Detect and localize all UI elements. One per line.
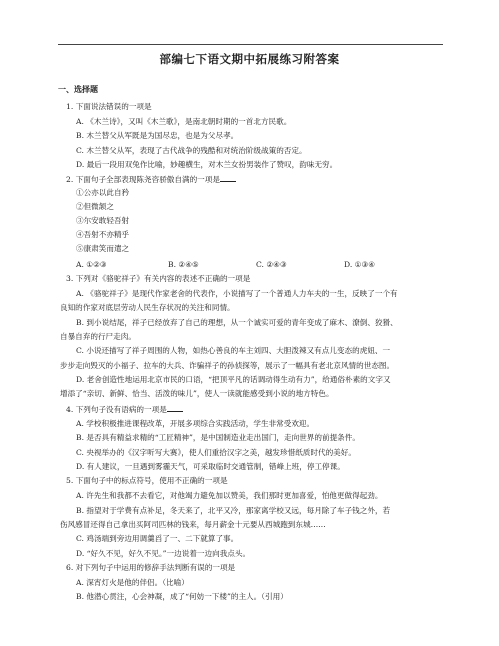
answer-blank bbox=[167, 403, 183, 412]
question-3-option-b-cont: 自暴自弃的行尸走肉。 bbox=[60, 332, 136, 341]
page-title: 部编七下语文期中拓展练习附答案 bbox=[159, 52, 340, 66]
question-4-line bbox=[66, 403, 183, 415]
question-1-stem: 1. 下面说法错误的一项是 bbox=[66, 102, 152, 111]
question-3-option-d: D. 老舍创造性地运用北京市民的口语，“把顶平凡的话调动得生动有力”，给通俗朴素的文字又 bbox=[76, 375, 391, 384]
question-3-stem: 3. 下列对《骆驼祥子》有关内容的表述不正确的一项是 bbox=[66, 274, 251, 283]
question-3-option-a: A. 《骆驼祥子》是现代作家老舍的代表作，小说描写了一个普通人力车夫的一生，反映了一个有 bbox=[76, 289, 398, 298]
question-1-option-c: C. 木兰替父从军，表现了古代战争的残酷和对统治阶级战策的否定。 bbox=[76, 146, 307, 155]
question-1-option-a: A. 《木兰诗》，又叫《木兰歌》，是南北朝时期的一首北方民歌。 bbox=[76, 117, 292, 126]
question-5-option-a: A. 许先生和我都不去看它，对他竭力避免加以赞美，我们那时更加喜爱，怕他更做得起劲。 bbox=[76, 491, 383, 500]
question-2-option-d: D. ①③④ bbox=[344, 260, 376, 269]
question-2-item: ①公亦以此自矜 bbox=[76, 188, 130, 197]
question-5-option-d: D. “好久不见，好久不见。”一边说着一边向我点头。 bbox=[76, 549, 251, 558]
question-5-option-b-cont: 伤风感冒还得自己拿出买阿司匹林的钱来，每月薪金十元要从西城跑到东城…… bbox=[60, 520, 326, 529]
answer-blank bbox=[220, 173, 236, 182]
question-6-option-b: B. 他潜心贯注，心会神凝，成了“何妨一下楼”的主人。（引用） bbox=[76, 592, 288, 601]
question-5-option-b: B. 指望对于学费有点补足，冬天来了，北平又冷，那家离学校又远，每月除了车子钱之外，若 bbox=[76, 506, 391, 515]
question-3-option-d-cont: 增添了“亲切、新鲜、恰当、活泼的味儿”，使人一读就能感受到小说的地方特色。 bbox=[60, 389, 334, 398]
question-3-option-c-cont: 步步走向毁灭的小福子、拉车的大兵、诈骗祥子的孙侦探等，展示了一幅具有老北京风情的世态图。 bbox=[60, 361, 395, 370]
question-4-option-d: D. 有人建议，一旦遇到雾霾天气，可采取临时交通管制，错峰上班，停工停课。 bbox=[76, 462, 345, 471]
question-2-item: ④吾射不亦精乎 bbox=[76, 230, 130, 239]
question-6-stem: 6. 对下列句子中运用的修辞手法判断有误的一项是 bbox=[66, 563, 236, 572]
question-1-option-b: B. 木兰替父从军既是为国尽忠，也是为父尽孝。 bbox=[76, 131, 239, 140]
question-2-option-c: C. ②④③ bbox=[256, 260, 287, 269]
question-2-stem: 2. 下面句子全部表现陈尧咨骄傲自满的一项是 bbox=[66, 175, 220, 184]
question-2-option-b: B. ②④⑤ bbox=[168, 260, 199, 269]
question-3-option-a-cont: 良知的作家对底层劳动人民生存状况的关注和同情。 bbox=[60, 303, 235, 312]
section-heading: 一、选择题 bbox=[58, 85, 98, 94]
question-6-option-a: A. 深宵灯火是他的伴侣。（比喻） bbox=[76, 578, 189, 587]
question-2-item: ⑤康肃笑而遣之 bbox=[76, 244, 130, 253]
question-3-option-c: C. 小说还描写了祥子周围的人物，如热心善良的车主刘四、大胆泼辣又有点儿变态的虎妞、一 bbox=[76, 346, 391, 355]
question-2-option-a: A. ①②③ bbox=[76, 260, 107, 269]
question-1-option-d: D. 最后一段用双兔作比喻，妙趣横生，对木兰女扮男装作了赞叹，韵味无穷。 bbox=[76, 160, 338, 169]
question-5-stem: 5. 下面句子中的标点符号，使用不正确的一项是 bbox=[66, 476, 228, 485]
question-4-option-b: B. 是否具有精益求精的“工匠精神”，是中国制造业走出国门，走向世界的前提条件。 bbox=[76, 433, 360, 442]
question-2-item: ②但微颔之 bbox=[76, 202, 114, 211]
header-rule bbox=[58, 44, 443, 45]
question-4-stem: 4. 下列句子没有语病的一项是 bbox=[66, 405, 167, 414]
question-2-item: ③尔安敢轻吾射 bbox=[76, 216, 130, 225]
question-4-option-a: A. 学校积极推进课程改革，开展多项综合实践活动，学生非常受欢迎。 bbox=[76, 419, 315, 428]
question-2-line bbox=[66, 173, 236, 185]
question-5-option-c: C. 鸡汤端到旁边用调羹舀了一、二下就算了事。 bbox=[76, 534, 239, 543]
question-4-option-c: C. 央视举办的《汉字听写大赛》，使人们重拾汉字之美，越发珍惜纸质时代的美好。 bbox=[76, 448, 356, 457]
question-3-option-b: B. 到小说结尾，祥子已经放弃了自己的理想，从一个诚实可爱的青年变成了麻木、潦倒、狡猾、 bbox=[76, 318, 398, 327]
